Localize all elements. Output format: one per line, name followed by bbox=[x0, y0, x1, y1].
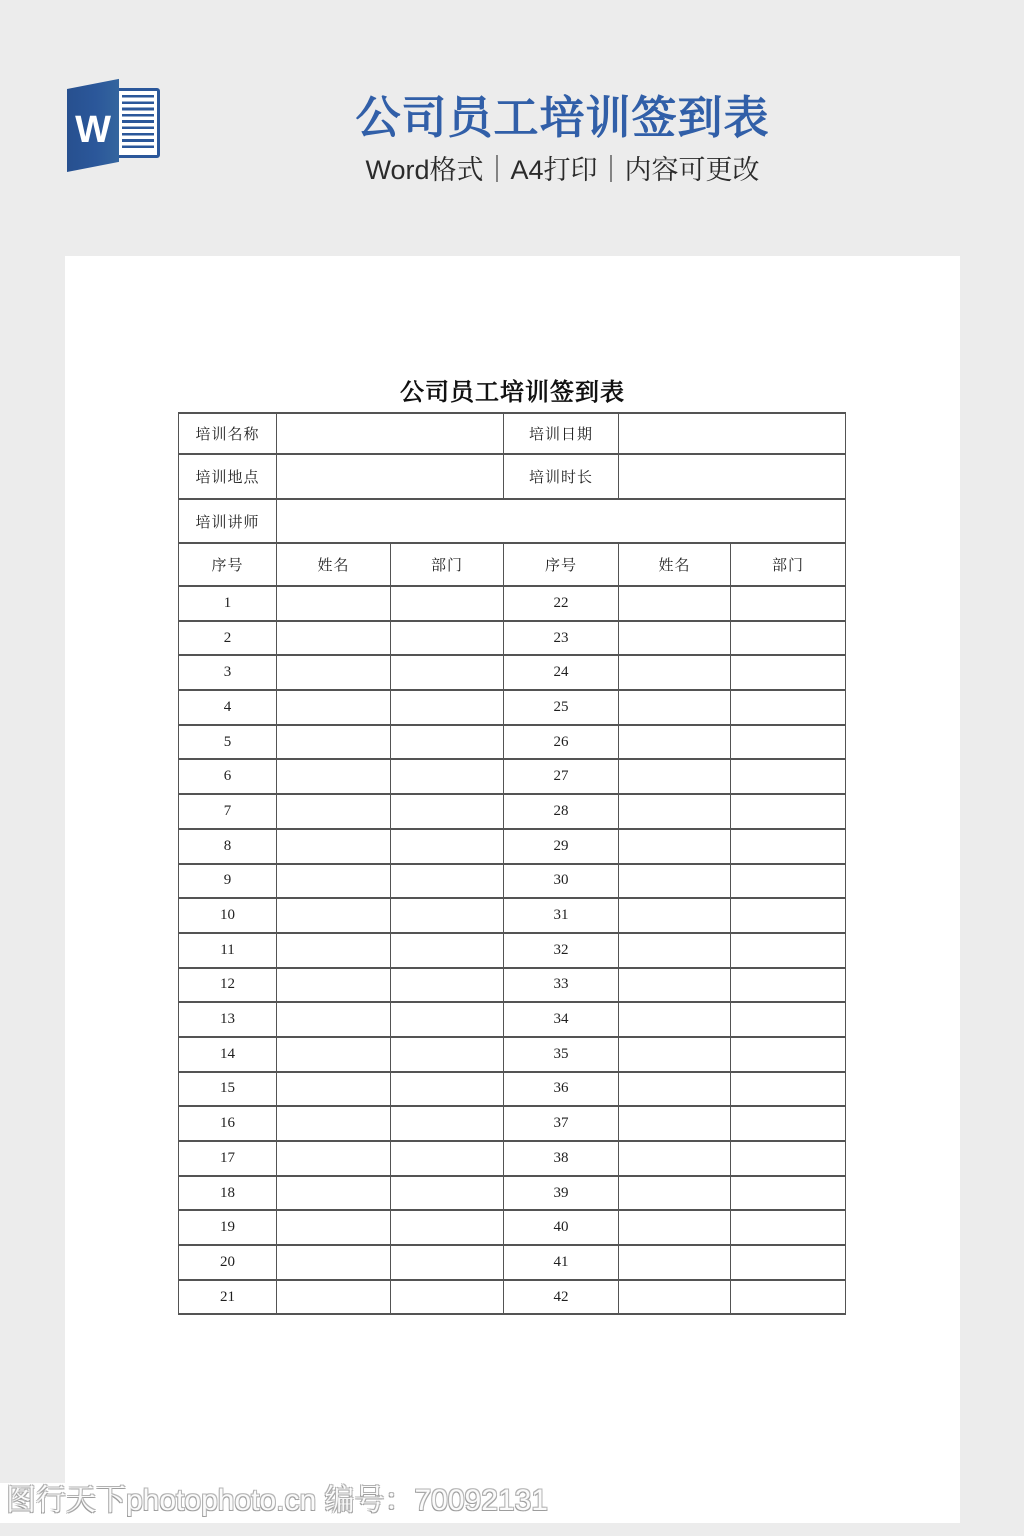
column-header-dept-right: 部门 bbox=[731, 543, 846, 586]
name-cell[interactable] bbox=[619, 864, 731, 899]
table-row bbox=[179, 794, 846, 829]
training-place-field[interactable] bbox=[277, 454, 504, 499]
dept-cell[interactable] bbox=[391, 1176, 504, 1211]
serial-cell: 25 bbox=[504, 690, 619, 725]
training-name-label: 培训名称 bbox=[179, 413, 277, 454]
serial-cell: 38 bbox=[504, 1141, 619, 1176]
name-cell[interactable] bbox=[619, 586, 731, 621]
dept-cell[interactable] bbox=[731, 759, 846, 794]
dept-cell[interactable] bbox=[391, 1280, 504, 1315]
serial-cell: 27 bbox=[504, 759, 619, 794]
dept-cell[interactable] bbox=[391, 759, 504, 794]
serial-cell: 21 bbox=[179, 1280, 277, 1315]
dept-cell[interactable] bbox=[731, 725, 846, 760]
dept-cell[interactable] bbox=[391, 829, 504, 864]
training-trainer-label: 培训讲师 bbox=[179, 499, 277, 543]
serial-cell: 31 bbox=[504, 898, 619, 933]
word-icon-text-lines bbox=[122, 95, 154, 151]
dept-cell[interactable] bbox=[731, 655, 846, 690]
name-cell[interactable] bbox=[619, 759, 731, 794]
serial-cell: 16 bbox=[179, 1106, 277, 1141]
dept-cell[interactable] bbox=[391, 655, 504, 690]
serial-cell: 2 bbox=[179, 621, 277, 656]
serial-cell: 14 bbox=[179, 1037, 277, 1072]
table-row bbox=[179, 898, 846, 933]
serial-cell: 6 bbox=[179, 759, 277, 794]
serial-cell: 8 bbox=[179, 829, 277, 864]
dept-cell[interactable] bbox=[391, 1245, 504, 1280]
watermark-bar bbox=[0, 1483, 960, 1523]
serial-cell: 17 bbox=[179, 1141, 277, 1176]
dept-cell[interactable] bbox=[731, 1176, 846, 1211]
table-row bbox=[179, 1210, 846, 1245]
serial-cell: 11 bbox=[179, 933, 277, 968]
dept-cell[interactable] bbox=[731, 1280, 846, 1315]
dept-cell[interactable] bbox=[391, 1002, 504, 1037]
name-cell[interactable] bbox=[277, 968, 391, 1003]
serial-cell: 35 bbox=[504, 1037, 619, 1072]
name-cell[interactable] bbox=[619, 1037, 731, 1072]
dept-cell[interactable] bbox=[731, 586, 846, 621]
name-cell[interactable] bbox=[277, 586, 391, 621]
serial-cell: 34 bbox=[504, 1002, 619, 1037]
dept-cell[interactable] bbox=[391, 794, 504, 829]
name-cell[interactable] bbox=[277, 1002, 391, 1037]
dept-cell[interactable] bbox=[391, 725, 504, 760]
dept-cell[interactable] bbox=[731, 1106, 846, 1141]
sign-in-table bbox=[178, 412, 846, 1315]
name-cell[interactable] bbox=[619, 725, 731, 760]
name-cell[interactable] bbox=[277, 1280, 391, 1315]
dept-cell[interactable] bbox=[391, 933, 504, 968]
name-cell[interactable] bbox=[277, 898, 391, 933]
dept-cell[interactable] bbox=[731, 1245, 846, 1280]
name-cell[interactable] bbox=[619, 690, 731, 725]
dept-cell[interactable] bbox=[391, 1037, 504, 1072]
serial-cell: 10 bbox=[179, 898, 277, 933]
serial-cell: 42 bbox=[504, 1280, 619, 1315]
serial-cell: 7 bbox=[179, 794, 277, 829]
table-row bbox=[179, 759, 846, 794]
name-cell[interactable] bbox=[619, 1141, 731, 1176]
table-row bbox=[179, 1141, 846, 1176]
serial-cell: 30 bbox=[504, 864, 619, 899]
serial-cell: 3 bbox=[179, 655, 277, 690]
name-cell[interactable] bbox=[277, 829, 391, 864]
dept-cell[interactable] bbox=[391, 586, 504, 621]
dept-cell[interactable] bbox=[391, 621, 504, 656]
serial-cell: 12 bbox=[179, 968, 277, 1003]
serial-cell: 19 bbox=[179, 1210, 277, 1245]
watermark-text: 图行天下photophoto.cn 编号：70092131 bbox=[6, 1484, 548, 1517]
dept-cell[interactable] bbox=[731, 864, 846, 899]
table-row bbox=[179, 586, 846, 621]
training-name-field[interactable] bbox=[277, 413, 504, 454]
name-cell[interactable] bbox=[619, 933, 731, 968]
table-row bbox=[179, 725, 846, 760]
name-cell[interactable] bbox=[619, 1002, 731, 1037]
name-cell[interactable] bbox=[277, 1072, 391, 1107]
name-cell[interactable] bbox=[619, 1210, 731, 1245]
table-header-row bbox=[179, 543, 846, 586]
name-cell[interactable] bbox=[619, 968, 731, 1003]
serial-cell: 41 bbox=[504, 1245, 619, 1280]
table-row bbox=[179, 933, 846, 968]
dept-cell[interactable] bbox=[391, 968, 504, 1003]
dept-cell[interactable] bbox=[731, 1002, 846, 1037]
table-row bbox=[179, 1176, 846, 1211]
name-cell[interactable] bbox=[277, 621, 391, 656]
serial-cell: 32 bbox=[504, 933, 619, 968]
sign-rows bbox=[179, 586, 846, 1314]
table-row bbox=[179, 1002, 846, 1037]
serial-cell: 9 bbox=[179, 864, 277, 899]
dept-cell[interactable] bbox=[731, 829, 846, 864]
table-row bbox=[179, 1072, 846, 1107]
column-header-dept-left: 部门 bbox=[391, 543, 504, 586]
serial-cell: 18 bbox=[179, 1176, 277, 1211]
serial-cell: 40 bbox=[504, 1210, 619, 1245]
name-cell[interactable] bbox=[619, 1245, 731, 1280]
dept-cell[interactable] bbox=[731, 794, 846, 829]
name-cell[interactable] bbox=[619, 1280, 731, 1315]
name-cell[interactable] bbox=[619, 898, 731, 933]
serial-cell: 13 bbox=[179, 1002, 277, 1037]
table-row bbox=[179, 655, 846, 690]
name-cell[interactable] bbox=[277, 933, 391, 968]
column-header-name-right: 姓名 bbox=[619, 543, 731, 586]
serial-cell: 1 bbox=[179, 586, 277, 621]
serial-cell: 23 bbox=[504, 621, 619, 656]
serial-cell: 39 bbox=[504, 1176, 619, 1211]
name-cell[interactable] bbox=[277, 864, 391, 899]
dept-cell[interactable] bbox=[391, 864, 504, 899]
dept-cell[interactable] bbox=[391, 898, 504, 933]
serial-cell: 29 bbox=[504, 829, 619, 864]
name-cell[interactable] bbox=[619, 1106, 731, 1141]
column-header-serial-left: 序号 bbox=[179, 543, 277, 586]
dept-cell[interactable] bbox=[731, 621, 846, 656]
training-place-label: 培训地点 bbox=[179, 454, 277, 499]
info-row-place-duration bbox=[179, 454, 846, 499]
page-subtitle: Word格式｜A4打印｜内容可更改 bbox=[365, 155, 760, 185]
dept-cell[interactable] bbox=[731, 690, 846, 725]
name-cell[interactable] bbox=[277, 759, 391, 794]
dept-cell[interactable] bbox=[391, 1072, 504, 1107]
page-title: 公司员工培训签到表 bbox=[355, 92, 770, 143]
name-cell[interactable] bbox=[277, 794, 391, 829]
name-cell[interactable] bbox=[619, 655, 731, 690]
word-icon-letter: W bbox=[75, 109, 111, 151]
training-duration-label: 培训时长 bbox=[504, 454, 619, 499]
training-date-label: 培训日期 bbox=[504, 413, 619, 454]
serial-cell: 37 bbox=[504, 1106, 619, 1141]
training-duration-field[interactable] bbox=[619, 454, 846, 499]
name-cell[interactable] bbox=[619, 621, 731, 656]
dept-cell[interactable] bbox=[731, 898, 846, 933]
name-cell[interactable] bbox=[619, 829, 731, 864]
dept-cell[interactable] bbox=[391, 1141, 504, 1176]
name-cell[interactable] bbox=[277, 725, 391, 760]
info-row-name-date bbox=[179, 413, 846, 454]
table-row bbox=[179, 864, 846, 899]
table-row bbox=[179, 1280, 846, 1315]
serial-cell: 22 bbox=[504, 586, 619, 621]
serial-cell: 5 bbox=[179, 725, 277, 760]
table-row bbox=[179, 690, 846, 725]
name-cell[interactable] bbox=[619, 1176, 731, 1211]
serial-cell: 26 bbox=[504, 725, 619, 760]
table-row bbox=[179, 968, 846, 1003]
dept-cell[interactable] bbox=[731, 1141, 846, 1176]
dept-cell[interactable] bbox=[731, 968, 846, 1003]
dept-cell[interactable] bbox=[731, 1072, 846, 1107]
name-cell[interactable] bbox=[619, 794, 731, 829]
serial-cell: 33 bbox=[504, 968, 619, 1003]
dept-cell[interactable] bbox=[391, 690, 504, 725]
serial-cell: 15 bbox=[179, 1072, 277, 1107]
column-header-name-left: 姓名 bbox=[277, 543, 391, 586]
name-cell[interactable] bbox=[277, 655, 391, 690]
name-cell[interactable] bbox=[277, 1245, 391, 1280]
serial-cell: 20 bbox=[179, 1245, 277, 1280]
name-cell[interactable] bbox=[277, 1106, 391, 1141]
dept-cell[interactable] bbox=[391, 1210, 504, 1245]
header-text-block bbox=[335, 92, 790, 187]
table-row bbox=[179, 1106, 846, 1141]
table-row bbox=[179, 1037, 846, 1072]
name-cell[interactable] bbox=[277, 1210, 391, 1245]
training-date-field[interactable] bbox=[619, 413, 846, 454]
serial-cell: 28 bbox=[504, 794, 619, 829]
name-cell[interactable] bbox=[619, 1072, 731, 1107]
info-row-trainer bbox=[179, 499, 846, 543]
word-file-icon bbox=[63, 78, 165, 174]
table-row bbox=[179, 829, 846, 864]
serial-cell: 24 bbox=[504, 655, 619, 690]
serial-cell: 4 bbox=[179, 690, 277, 725]
dept-cell[interactable] bbox=[731, 1037, 846, 1072]
dept-cell[interactable] bbox=[731, 1210, 846, 1245]
column-header-serial-right: 序号 bbox=[504, 543, 619, 586]
document-title: 公司员工培训签到表 bbox=[400, 380, 625, 406]
name-cell[interactable] bbox=[277, 1037, 391, 1072]
table-row bbox=[179, 621, 846, 656]
training-trainer-field[interactable] bbox=[277, 499, 846, 543]
name-cell[interactable] bbox=[277, 690, 391, 725]
dept-cell[interactable] bbox=[731, 933, 846, 968]
word-icon-document bbox=[116, 88, 160, 158]
name-cell[interactable] bbox=[277, 1141, 391, 1176]
table-row bbox=[179, 1245, 846, 1280]
name-cell[interactable] bbox=[277, 1176, 391, 1211]
serial-cell: 36 bbox=[504, 1072, 619, 1107]
dept-cell[interactable] bbox=[391, 1106, 504, 1141]
